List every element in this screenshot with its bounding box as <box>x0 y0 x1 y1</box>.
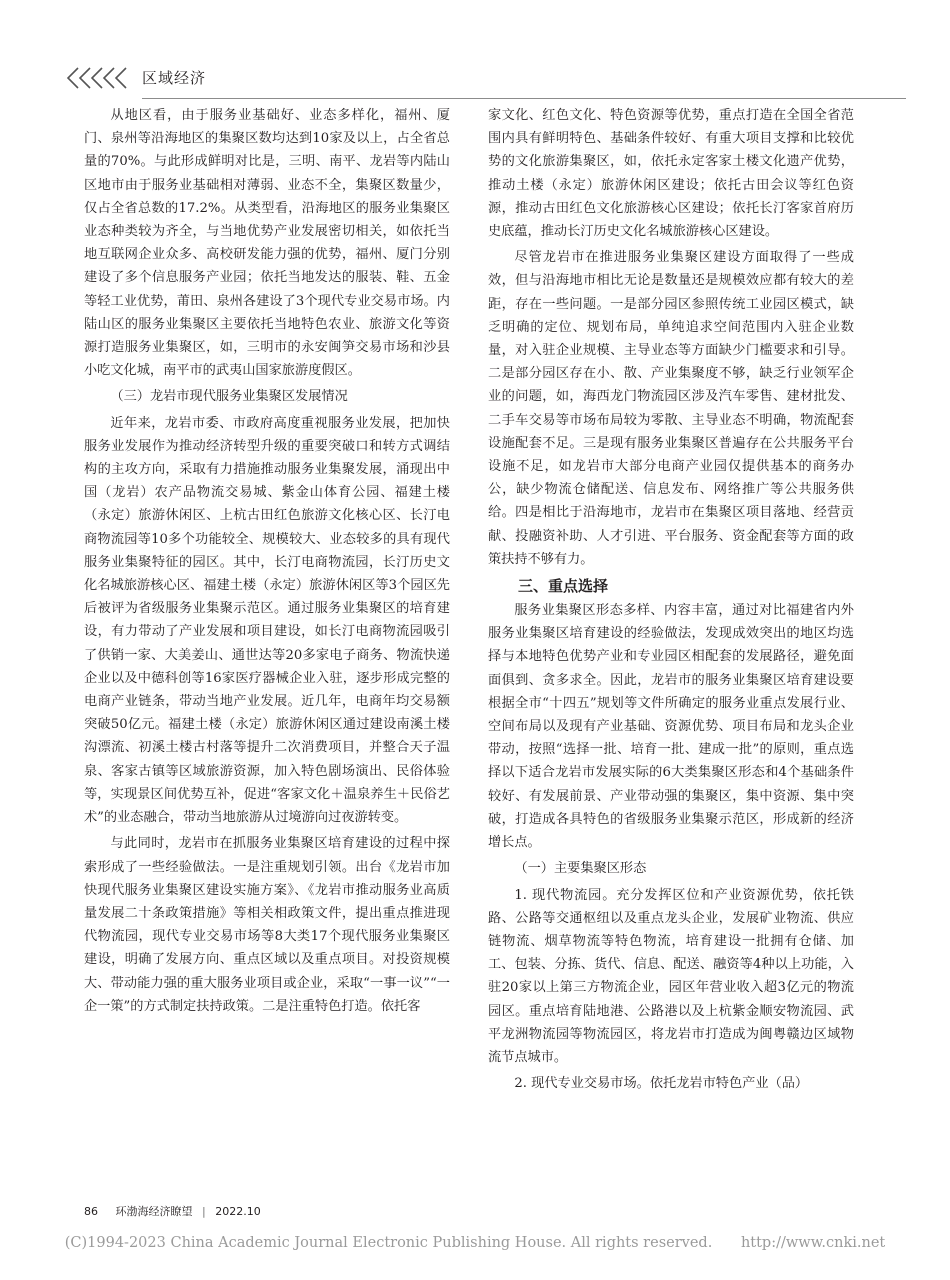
footer-divider: | <box>202 1205 206 1218</box>
paragraph: 2. 现代专业交易市场。依托龙岩市特色产业（品） <box>514 1076 809 1092</box>
paragraph: 从地区看，由于服务业基础好、业态多样化，福州、厦门、泉州等沿海地区的集聚区数均达到10家及以上，占全省总量的70%。与此形成鲜明对比是，三明、南平、龙岩等内陆山区地市由于服务业基础相对薄弱、业态不全，集聚区数量少，仅占全省总数的17.2%。从类型看，沿海地区的服务业集聚区业态种类较为齐全，与当地优势产业发展密切相关，如依托当地互联网企业众多、高校研发能力强的优势，福州、厦门分别建设了多个信息服务产业园；依托当地发达的服装、鞋、五金等轻工业优势，莆田、泉州各建设了3个现代专业交易市场。内陆山区的服务业集聚区主要依托当地特色农业、旅游文化等资源打造服务业集聚区，如，三明市的永安闽笋交易市场和沙县小吃文化城，南平市的武夷山国家旅游度假区。 <box>84 108 450 379</box>
paragraph: 与此同时，龙岩市在抓服务业集聚区培育建设的过程中探索形成了一些经验做法。一是注重规划引领。出台《龙岩市加快现代服务业集聚区建设实施方案》、《龙岩市推动服务业高质量发展二十条政策措施》等相关相政策文件，提出重点推进现代物流园，现代专业交易市场等8大类17个现代服务业集聚区建设，明确了发展方向、重点区域以及重点项目。对投资规模大、带动能力强的重大服务业项目或企业，采取“一事一议”“一企一策”的方式制定扶持政策。二是注重特色打造。依托客 <box>84 836 450 1014</box>
copyright-text: (C)1994-2023 China Academic Journal Electronic Publishing House. All rights reserved. <box>64 1235 713 1251</box>
paragraph: 家文化、红色文化、特色资源等优势，重点打造在全国全省范围内具有鲜明特色、基础条件较好、有重大项目支撑和比较优势的文化旅游集聚区，如，依托永定客家土楼文化遗产优势，推动土楼（永定）旅游休闲区建设；依托古田会议等红色资源，推动古田红色文化旅游核心区建设；依托长汀客家首府历史底蕴，推动长汀历史文化名城旅游核心区建设。 <box>488 108 854 240</box>
copyright-url: http://www.cnki.net <box>740 1235 886 1251</box>
copyright-notice <box>0 1235 950 1251</box>
subsection-heading: （三）龙岩市现代服务业集聚区发展情况 <box>110 389 348 405</box>
right-column <box>488 104 854 1098</box>
page-footer <box>84 1203 261 1219</box>
page-number: 86 <box>84 1205 98 1218</box>
paragraph: 尽管龙岩市在推进服务业集聚区建设方面取得了一些成效，但与沿海地市相比无论是数量还是规模效应都有较大的差距，存在一些问题。一是部分园区参照传统工业园区模式，缺乏明确的定位、规划布局，单纯追求空间范围内入驻企业数量，对入驻企业规模、主导业态等方面缺少门槛要求和引导。二是部分园区存在小、散、产业集聚度不够，缺乏行业领军企业的问题，如，海西龙门物流园区涉及汽车零售、建材批发、二手车交易等市场布局较为零散、主导业态不明确，物流配套设施配套不足。三是现有服务业集聚区普遍存在公共服务平台设施不足，如龙岩市大部分电商产业园仅提供基本的商务办公，缺少物流仓储配送、信息发布、网络推广等公共服务供给。四是相比于沿海地市，龙岩市在集聚区项目落地、经营贡献、投融资补助、人才引进、平台服务、资金配套等方面的政策扶持不够有力。 <box>488 250 854 567</box>
running-header <box>64 58 904 98</box>
chevron-left-icon <box>64 66 134 90</box>
left-column <box>84 104 450 1021</box>
header-divider <box>142 98 906 99</box>
section-title: 区域经济 <box>142 69 207 87</box>
journal-name: 环渤海经济瞭望 <box>115 1205 193 1218</box>
paragraph: 1. 现代物流园。充分发挥区位和产业资源优势，依托铁路、公路等交通枢纽以及重点龙头企业，发展矿业物流、供应链物流、烟草物流等特色物流，培育建设一批拥有仓储、加工、包装、分拣、货代、信息、配送、融资等4种以上功能，入驻20家以上第三方物流企业，园区年营业收入超3亿元的物流园区。重点培育陆地港、公路港以及上杭紫金顺安物流园、武平龙洲物流园等物流园区，将龙岩市打造成为闽粤赣边区域物流节点城市。 <box>488 887 854 1065</box>
section-heading: 三、重点选择 <box>518 577 609 596</box>
subsection-heading: （一）主要集聚区形态 <box>514 861 647 877</box>
paragraph: 近年来，龙岩市委、市政府高度重视服务业发展，把加快服务业发展作为推动经济转型升级的重要突破口和转方式调结构的主攻方向，采取有力措施推动服务业集聚发展，涌现出中国（龙岩）农产品物流交易城、紫金山体育公园、福建土楼（永定）旅游休闲区、上杭古田红色旅游文化核心区、长汀电商物流园等10多个功能较全、规模较大、业态较多的具有现代服务业集聚特征的园区。其中，长汀电商物流园，长汀历史文化名城旅游核心区、福建土楼（永定）旅游休闲区等3个园区先后被评为省级服务业集聚示范区。通过服务业集聚区的培育建设，有力带动了产业发展和项目建设，如长汀电商物流园吸引了供销一家、大美姜山、通世达等20多家电子商务、物流快递企业以及中德科创等16家医疗器械企业入驻，逐步形成完整的电商产业链条，带动当地产业发展。近几年，电商年均交易额突破50亿元。福建土楼（永定）旅游休闲区通过建设南溪土楼沟漂流、初溪土楼古村落等提升二次消费项目，并整合天子温泉、客家古镇等区域旅游资源，加入特色剧场演出、民俗体验等，实现景区间优势互补，促进“客家文化＋温泉养生＋民俗艺术”的业态融合，带动当地旅游从过境游向过夜游转变。 <box>84 415 450 826</box>
paragraph: 服务业集聚区形态多样、内容丰富，通过对比福建省内外服务业集聚区培育建设的经验做法，发现成效突出的地区均选择与本地特色优势产业和专业园区相配套的发展路径，避免面面俱到、贪多求全。因此，龙岩市的服务业集聚区培育建设要根据全市“十四五”规划等文件所确定的服务业重点发展行业、空间布局以及现有产业基础、资源优势、项目布局和龙头企业带动，按照“选择一批、培育一批、建成一批”的原则，重点选择以下适合龙岩市发展实际的6大类集聚区形态和4个基础条件较好、有发展前景、产业带动强的集聚区，集中资源、集中突破，打造成各具特色的省级服务业集聚示范区，形成新的经济增长点。 <box>488 603 854 851</box>
issue-number: 2022.10 <box>215 1205 261 1218</box>
